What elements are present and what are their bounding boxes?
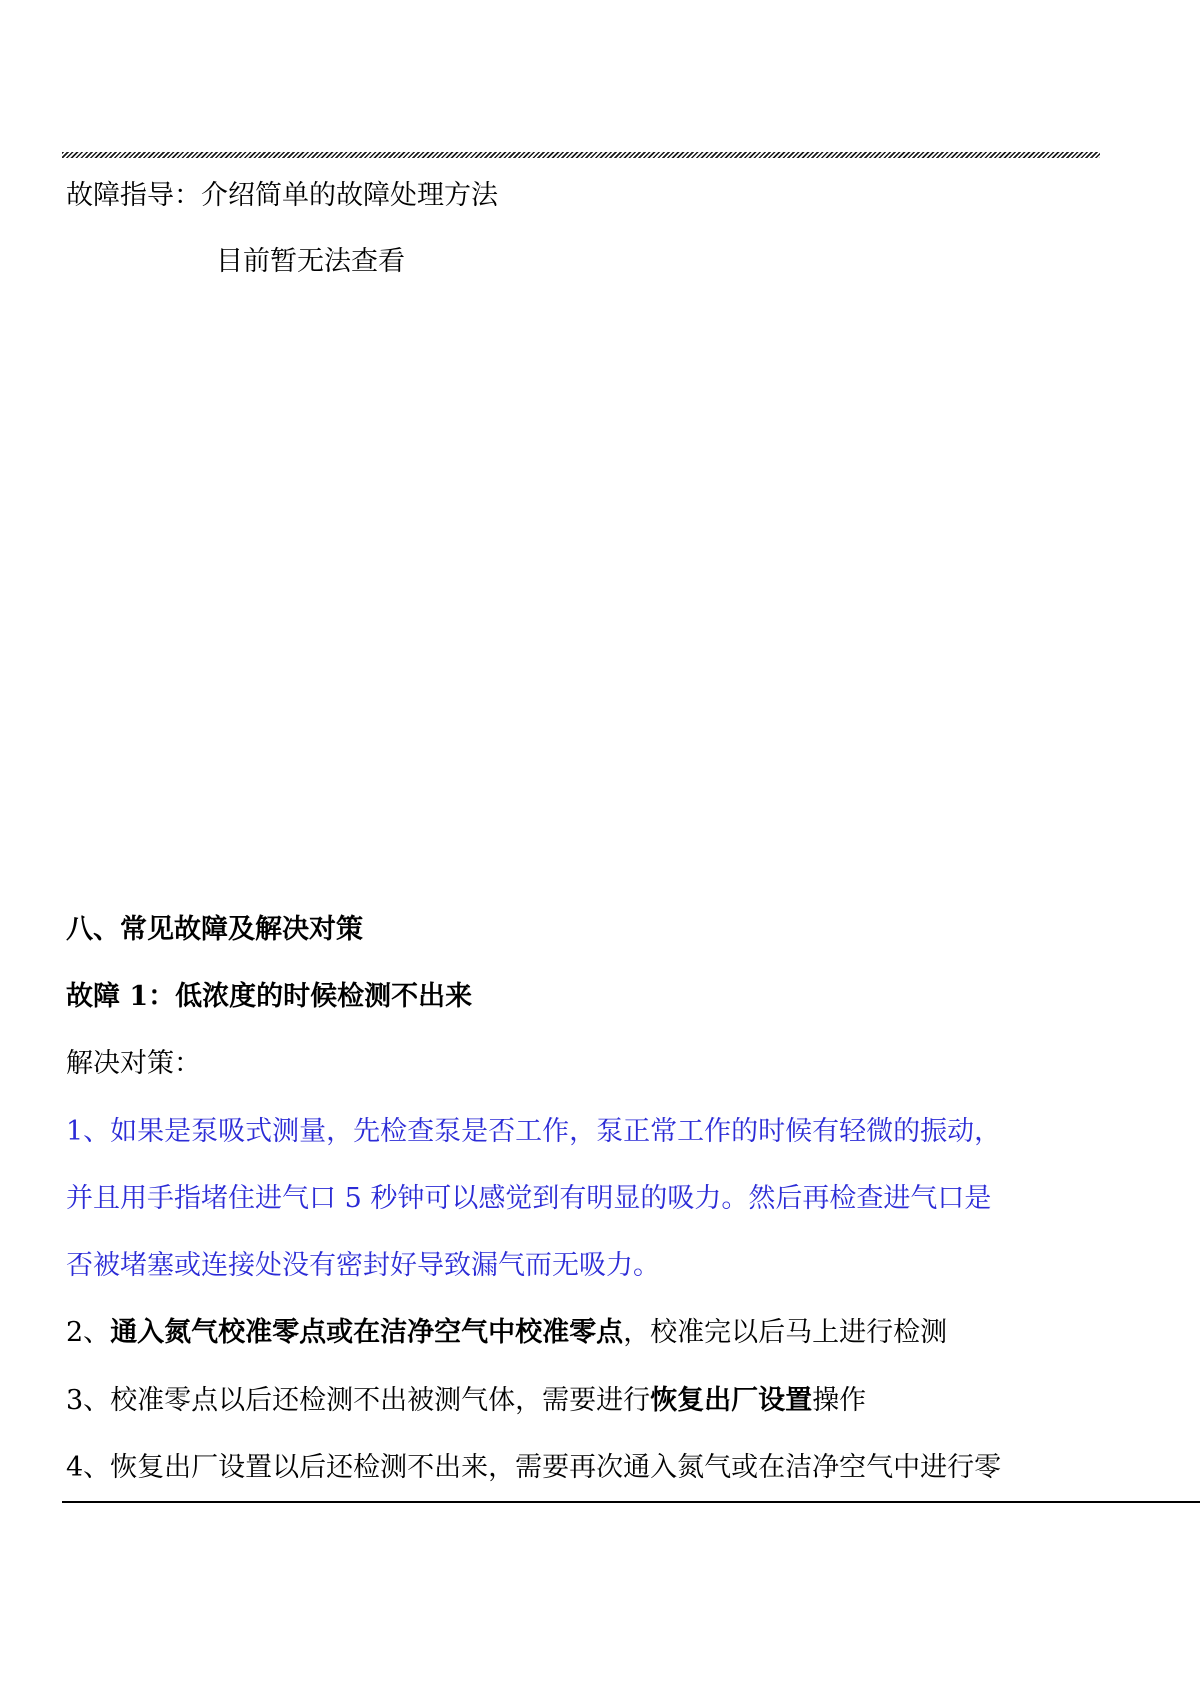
solution-item-2-prefix: 2、 [66,1317,111,1348]
solutions-label: 解决对策： [66,1048,201,1079]
section-title: 八、常见故障及解决对策 [66,914,363,945]
solution-item-4-line-1: 4、恢复出厂设置以后还检测不出来，需要再次通入氮气或在洁净空气中进行零 [66,1452,1002,1483]
hatched-divider [62,152,1100,158]
solution-item-3-prefix: 3、校准零点以后还检测不出被测气体，需要进行 [66,1385,651,1416]
solution-item-1-line-1: 1、如果是泵吸式测量，先检查泵是否工作，泵正常工作的时候有轻微的振动， [66,1116,1002,1147]
solution-item-3-emphasis: 恢复出厂设置 [650,1385,813,1416]
solution-item-1-line-3: 否被堵塞或连接处没有密封好导致漏气而无吸力。 [66,1250,660,1281]
fault1-title: 故障 1：低浓度的时候检测不出来 [66,981,473,1012]
solution-item-3 [66,1383,866,1419]
solution-item-2 [66,1315,947,1351]
solution-item-3-suffix: 操作 [812,1385,867,1416]
solution-item-1-line-2: 并且用手指堵住进气口 5 秒钟可以感觉到有明显的吸力。然后再检查进气口是 [66,1183,992,1214]
solution-item-2-emphasis: 通入氮气校准零点或在洁净空气中校准零点 [110,1317,624,1348]
solution-item-2-suffix: ，校准完以后马上进行检测 [623,1317,948,1348]
fault-guide-heading: 故障指导：介绍简单的故障处理方法 [66,180,498,211]
footer-divider [62,1501,1200,1503]
fault-guide-note: 目前暂无法查看 [216,246,405,277]
